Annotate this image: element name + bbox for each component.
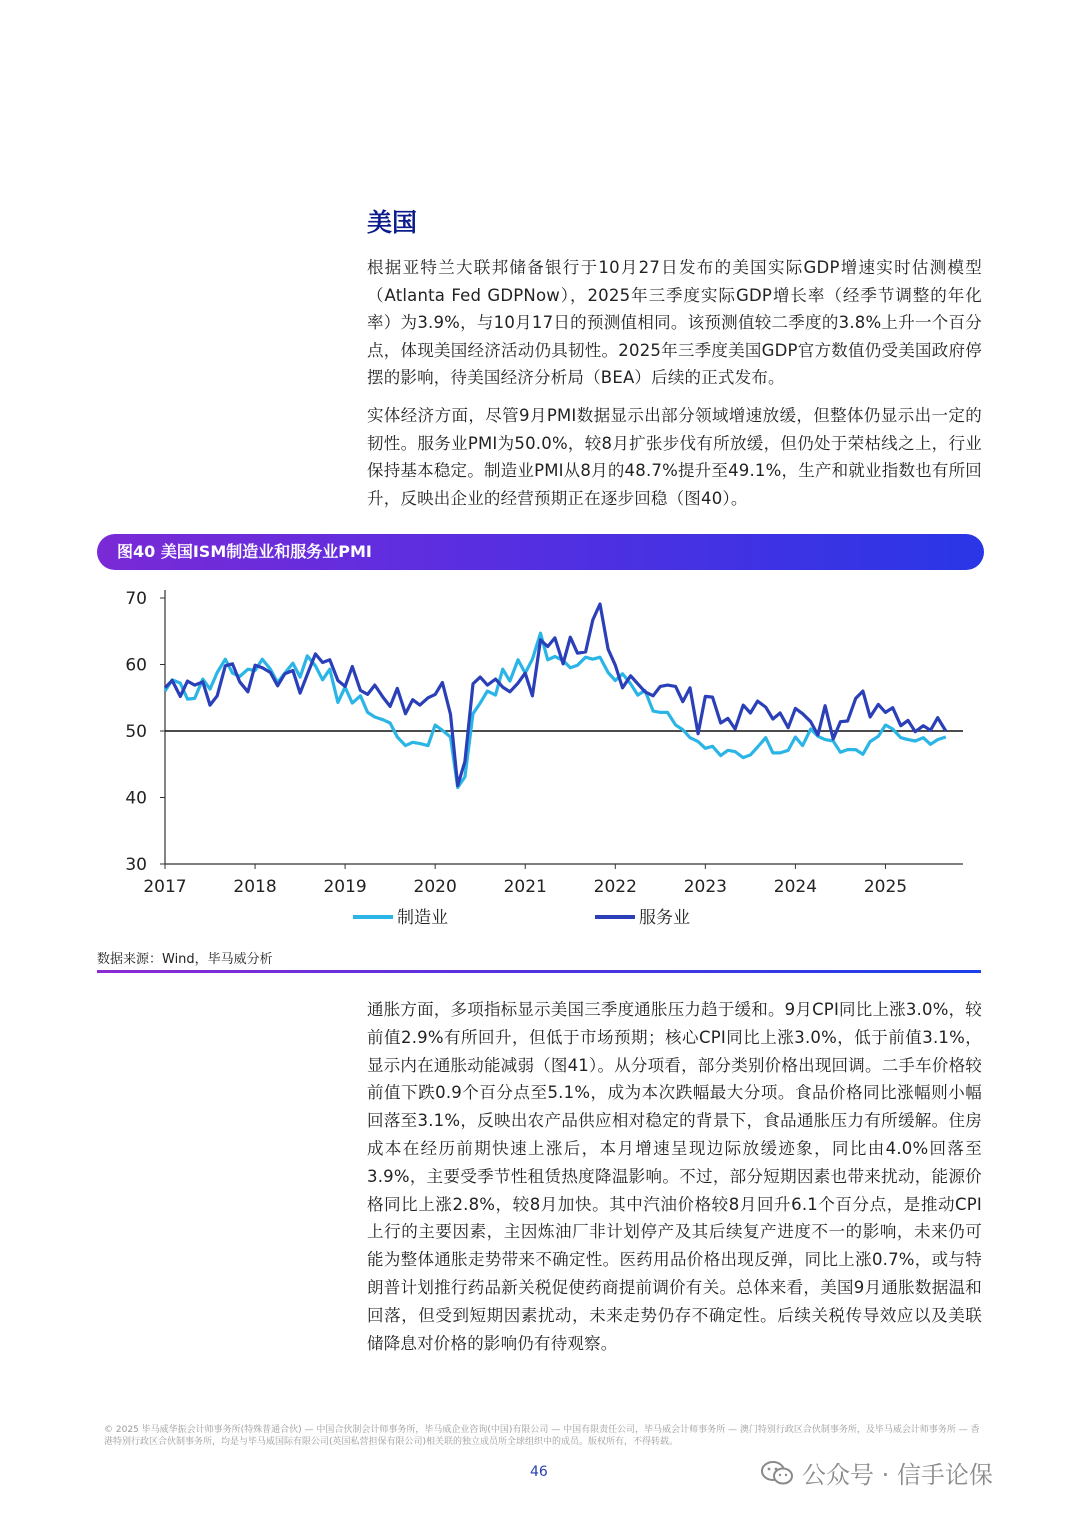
wechat-icon bbox=[760, 1460, 794, 1486]
y-tick-label: 30 bbox=[125, 855, 147, 875]
paragraph-inflation: 通胀方面，多项指标显示美国三季度通胀压力趋于缓和。9月CPI同比上涨3.0%，较前值2.9%有所回升，但低于市场预期；核心CPI同比上涨3.0%，低于前值3.1%，显示内在通胀动能减弱（图41）。从分项看，部分类别价格出现回调。二手车价格较前值下跌0.9个百分点至5.1%，成为本次跌幅最大分项。食品价格同比涨幅则小幅回落至3.1%，反映出农产品供应相对稳定的背景下，食品通胀压力有所缓解。住房成本在经历前期快速上涨后，本月增速呈现边际放缓迹象，同比由4.0%回落至3.9%，主要受季节性租赁热度降温影响。不过，部分短期因素也带来扰动，能源价格同比上涨2.8%，较8月加快。其中汽油价格较8月回升6.1个百分点，是推动CPI上行的主要因素，主因炼油厂非计划停产及其后续复产进度不一的影响，未来仍可能为整体通胀走势带来不确定性。医药用品价格出现反弹，同比上涨0.7%，或与特朗普计划推行药品新关税促使药商提前调价有关。总体来看，美国9月通胀数据温和回落，但受到短期因素扰动，未来走势仍存不确定性。后续关税传导效应以及美联储降息对价格的影响仍有待观察。 bbox=[367, 1000, 982, 1353]
x-tick-label: 2017 bbox=[143, 877, 187, 897]
chart-legend bbox=[353, 908, 690, 928]
paragraph-gdp: 根据亚特兰大联邦储备银行于10月27日发布的美国实际GDP增速实时估测模型（Atlanta Fed GDPNow），2025年三季度实际GDP增长率（经季节调整的年化率）为3.9%，与10月17日的预测值相同。该预测值较二季度的3.8%上升一个百分点，体现美国经济活动仍具韧性。2025年三季度美国GDP官方数值仍受美国政府停摆的影响，待美国经济分析局（BEA）后续的正式发布。 bbox=[367, 258, 982, 388]
watermark-text: 公众号 · 信手论保 bbox=[802, 1461, 993, 1489]
section-title: 美国 bbox=[367, 208, 418, 237]
footer-legal-text: © 2025 毕马威华振会计师事务所(特殊普通合伙) — 中国合伙制会计师事务所，毕马威企业咨询(中国)有限公司 — 中国有限责任公司，毕马威会计师事务所 — 澳门特别行政区合伙制事务所，及毕马威会计师事务所 — 香港特别行政区合伙制事务所，均是与毕马威国际有限公司(英国私营担保有限公司)相关联的独立成员所全球组织中的成员。版权所有，不得转载。 bbox=[104, 1425, 980, 1447]
chart-series bbox=[165, 604, 946, 788]
figure-source: 数据来源：Wind，毕马威分析 bbox=[97, 952, 273, 967]
chart-axes bbox=[125, 589, 963, 897]
x-tick-label: 2023 bbox=[683, 877, 727, 897]
x-tick-label: 2022 bbox=[593, 877, 637, 897]
x-tick-label: 2021 bbox=[503, 877, 547, 897]
legend-label: 服务业 bbox=[639, 908, 690, 928]
x-tick-label: 2024 bbox=[773, 877, 818, 897]
series-line-services bbox=[165, 604, 946, 786]
y-tick-label: 40 bbox=[125, 788, 147, 809]
legend-label: 制造业 bbox=[397, 908, 448, 928]
y-tick-label: 50 bbox=[125, 722, 147, 742]
y-tick-label: 60 bbox=[125, 655, 147, 676]
page-number: 46 bbox=[530, 1464, 548, 1480]
figure-title-banner: 图40 美国ISM制造业和服务业PMI bbox=[97, 534, 984, 570]
y-tick-label: 70 bbox=[125, 589, 147, 609]
x-tick-label: 2025 bbox=[863, 877, 908, 897]
pmi-line-chart bbox=[97, 580, 981, 942]
x-tick-label: 2019 bbox=[323, 877, 367, 897]
paragraph-pmi: 实体经济方面，尽管9月PMI数据显示出部分领域增速放缓，但整体仍显示出一定的韧性。服务业PMI为50.0%，较8月扩张步伐有所放缓，但仍处于荣枯线之上，行业保持基本稳定。制造业PMI从8月的48.7%提升至49.1%，生产和就业指数也有所回升，反映出企业的经营预期正在逐步回稳（图40）。 bbox=[367, 406, 982, 508]
x-tick-label: 2018 bbox=[233, 877, 277, 897]
series-line-manufacturing bbox=[165, 633, 946, 787]
x-tick-label: 2020 bbox=[413, 877, 457, 897]
section-divider bbox=[97, 970, 981, 973]
watermark bbox=[760, 1455, 993, 1490]
